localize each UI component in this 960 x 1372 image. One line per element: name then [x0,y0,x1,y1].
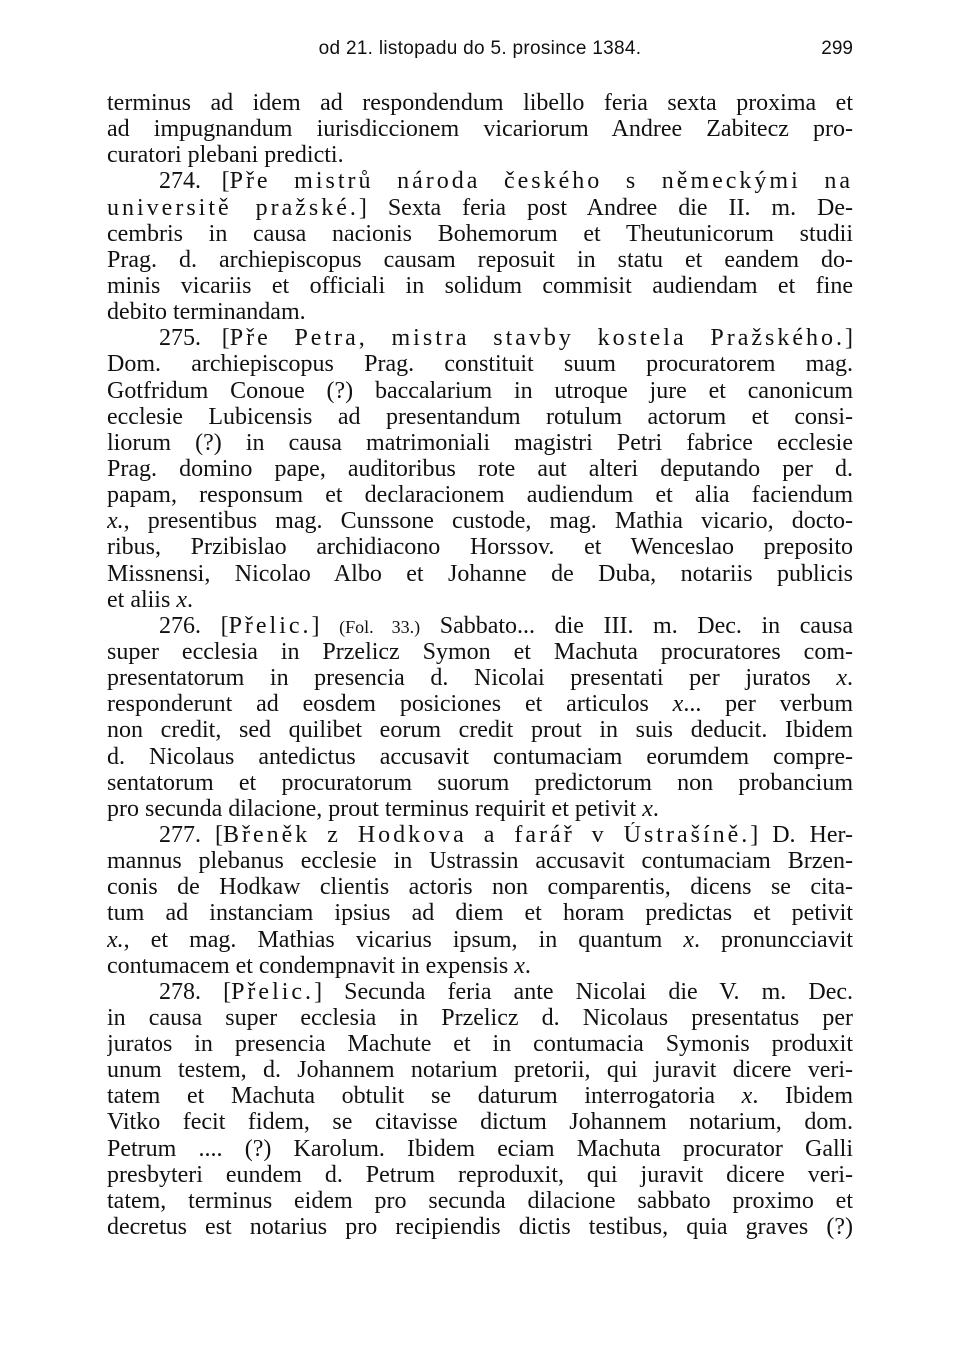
italic-text: x [836,665,847,692]
text-segment: cembris in causa nacionis Bohemorum et Theutunicorum studii [107,220,853,247]
text-segment: curatori plebani predicti. [107,142,344,169]
text-line [107,351,853,377]
text-segment: et aliis [107,586,177,613]
text-line [107,378,853,404]
text-line [107,116,853,142]
text-line [107,848,853,874]
text-line [107,247,853,273]
text-segment: . pronuncciavit [694,926,853,953]
text-line [107,979,853,1005]
italic-text: x [672,691,684,718]
text-line [107,299,853,325]
italic-text: x [642,795,653,822]
text-segment: ad impugnandum iurisdiccionem vicariorum Andree Zabitecz pro- [107,116,853,143]
text-line [107,168,853,194]
text-segment: decretus est notarius pro recipiendis dictis testibus, quia graves (?) [107,1214,853,1241]
text-line [107,142,853,168]
text-segment: liorum (?) in causa matrimoniali magistri Petri fabrice ecclesie [107,429,853,456]
italic-text: x [176,586,187,613]
text-line [107,221,853,247]
text-segment: ] [845,325,853,352]
italic-text: x [741,1083,753,1110]
text-segment: unum testem, d. Johannem notarium pretorii, qui juravit dicere veri- [107,1057,853,1084]
spaced-heading-text: Břeněk z Hodkova a farář v Ústrašíně. [222,821,751,848]
text-line [107,1136,853,1162]
text-line [107,927,853,953]
text-segment: , presentibus mag. Cunssone custode, mag. Mathia vicario, docto- [123,508,853,535]
text-segment: Vitko fecit fidem, se citavisse dictum Johannem notarium, dom. [107,1109,853,1136]
text-line [107,1031,853,1057]
text-line [107,587,853,613]
text-segment: ] [311,612,340,639]
text-line [107,456,853,482]
text-line [107,325,853,351]
text-segment: mannus plebanus ecclesie in Ustrassin accusavit contumaciam Brzen- [107,848,853,875]
text-line [107,1188,853,1214]
text-segment: 274. [ [159,168,230,195]
text-line [107,770,853,796]
text-segment: minis vicariis et officiali in solidum commisit audiendam et fine [107,272,853,299]
text-segment: (Fol. 33.) [339,616,421,637]
text-segment: terminus ad idem ad respondendum libello feria sexta proxima et [107,90,853,116]
text-segment: presbyteri eundem d. Petrum reproduxit, qui juravit dicere veri- [107,1161,853,1188]
text-segment: juratos in presencia Machute et in contumacia Symonis produxit [107,1031,853,1058]
text-segment: super ecclesia in Przelicz Symon et Machuta procuratores com- [107,638,853,665]
text-line [107,1005,853,1031]
text-line [107,508,853,534]
text-line [107,1083,853,1109]
text-segment: ] D. Her- [750,821,853,848]
text-line [107,874,853,900]
text-segment: ribus, Przibislao archidiacono Horssov. et Wenceslao preposito [107,534,853,561]
text-segment: ecclesie Lubicensis ad presentandum rotulum actorum et consi- [107,403,853,430]
text-line [107,273,853,299]
text-segment: in causa super ecclesia in Przelicz d. Nicolaus presentatus per [107,1004,853,1031]
text-segment: 278. [ [159,978,232,1005]
text-segment: conis de Hodkaw clientis actoris non comparentis, dicens se cita- [107,874,853,901]
text-line [107,482,853,508]
text-segment: presentatorum in presencia d. Nicolai presentati per juratos [107,665,837,692]
text-line [107,953,853,979]
text-line [107,1162,853,1188]
running-title: od 21. listopadu do 5. prosince 1384. [318,38,642,59]
text-segment: 277. [ [159,821,223,848]
text-line [107,639,853,665]
text-segment: sentatorum et procuratorum suorum predictorum non probancium [107,769,853,796]
text-line [107,613,853,639]
text-segment: . [847,665,853,692]
text-segment: . [524,952,531,979]
text-segment: . [186,586,193,613]
text-segment: Missnensi, Nicolao Albo et Johanne de Duba, notariis publicis [107,560,853,587]
page-number: 299 [821,38,853,59]
text-segment: 275. [ [159,325,230,352]
text-line [107,534,853,560]
text-line [107,1057,853,1083]
italic-text: x. [107,926,124,953]
text-segment: Dom. archiepiscopus Prag. constituit suum procuratorem mag. [107,351,853,378]
text-segment: pro secunda dilacione, prout terminus requirit et petivit [107,795,643,822]
text-segment: ] Secunda feria ante Nicolai die V. m. Dec. [314,978,853,1005]
text-line [107,195,853,221]
text-segment: Petrum .... (?) Karolum. Ibidem eciam Machuta procurator Galli [107,1135,853,1162]
text-segment: Sabbato... die III. m. Dec. in causa [420,612,853,639]
text-segment: tatem, terminus eidem pro secunda dilacione sabbato proximo et [107,1187,853,1214]
text-segment: responderunt ad eosdem posiciones et articulos [107,691,673,718]
italic-text: x. [107,508,124,535]
text-segment: tum ad instanciam ipsius ad diem et horam predictas et petivit [107,900,853,927]
text-line [107,822,853,848]
text-line [107,561,853,587]
spaced-heading-text: Přelic. [228,612,312,639]
text-segment: . [652,795,659,822]
text-segment: . Ibidem [752,1083,853,1110]
text-segment: contumacem et condempnavit in expensis [107,952,515,979]
spaced-heading-text: Pře mistrů národa českého s německými na [229,168,853,195]
text-segment: ... per verbum [683,691,853,718]
text-segment: Prag. d. archiepiscopus causam reposuit in statu et eandem do- [107,246,853,273]
text-segment: , et mag. Mathias vicarius ipsum, in quantum [123,926,684,953]
text-segment: d. Nicolaus antedictus accusavit contumaciam eorumdem compre- [107,743,853,770]
text-line [107,1109,853,1135]
text-line [107,744,853,770]
spaced-heading-text: Pře Petra, mistra stavby kostela Pražského. [229,325,845,352]
italic-text: x [683,926,694,953]
text-segment: non credit, sed quilibet eorum credit prout in suis deducit. Ibidem [107,717,853,744]
spaced-heading-text: universitě pražské. [107,194,359,221]
text-line [107,1214,853,1240]
text-segment: debito terminandam. [107,299,306,326]
text-segment: Gotfridum Conoue (?) baccalarium in utroque jure et canonicum [107,377,853,404]
spaced-heading-text: Přelic. [231,978,315,1005]
text-line [107,717,853,743]
text-segment: Prag. domino pape, auditoribus rote aut alteri deputando per d. [107,455,853,482]
text-segment: ] Sexta feria post Andree die II. m. De- [358,194,853,221]
text-segment: papam, responsum et declaracionem audiendum et alia faciendum [107,482,853,509]
text-line [107,796,853,822]
text-line [107,90,853,116]
text-segment: tatem et Machuta obtulit se daturum interrogatoria [107,1083,742,1110]
text-segment: 276. [ [159,612,229,639]
italic-text: x [514,952,525,979]
text-line [107,665,853,691]
text-line [107,691,853,717]
document-body [107,90,853,1240]
text-line [107,430,853,456]
text-line [107,900,853,926]
running-header [107,34,853,64]
text-line [107,404,853,430]
